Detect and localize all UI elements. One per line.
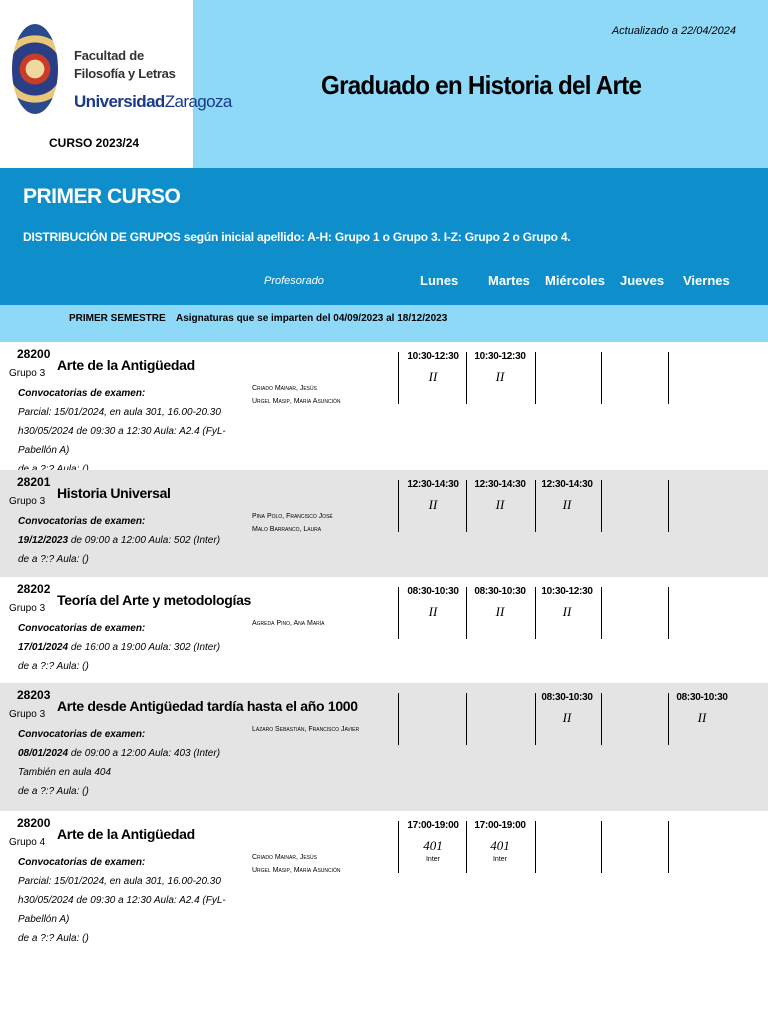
course-row: [0, 342, 768, 470]
course-code: 28201: [17, 475, 51, 489]
day-divider: [601, 587, 602, 639]
day-divider: [535, 480, 536, 532]
slot-time: 10:30-12:30: [474, 351, 526, 362]
exam-details: de 09:00 a 12:00 Aula: 403 (Inter) También en aula 404: [18, 748, 221, 778]
day-divider: [601, 821, 602, 873]
course-group: Grupo 3: [9, 368, 46, 379]
course-name: Arte de la Antigüedad: [57, 826, 195, 842]
slot-time: 10:30-12:30: [541, 586, 593, 597]
exam-extra: de a ?:? Aula: (): [18, 661, 89, 672]
slot-room: II: [495, 369, 505, 384]
exam-date: 19/12/2023: [18, 535, 69, 546]
schedule-slot: [537, 479, 597, 513]
exam-label: Convocatorias de examen:: [18, 857, 146, 868]
university-seal-icon: [12, 24, 58, 114]
day-divider: [466, 352, 467, 404]
exam-info: [18, 512, 250, 569]
day-divider: [535, 587, 536, 639]
slot-room: II: [495, 497, 505, 512]
course-group: Grupo 3: [9, 496, 46, 507]
professor-name: Criado Mainar, Jesús: [252, 854, 317, 861]
exam-label: Convocatorias de examen:: [18, 516, 146, 527]
slot-time: 08:30-10:30: [541, 692, 593, 703]
course-name: Historia Universal: [57, 485, 171, 501]
professor-name: Pina Polo, Francisco José: [252, 513, 333, 520]
course-name: Teoría del Arte y metodologías: [57, 592, 252, 608]
slot-building: Inter: [425, 856, 440, 863]
day-divider: [668, 587, 669, 639]
column-header-martes: Martes: [488, 273, 530, 288]
exam-details: de 16:00 a 19:00 Aula: 302 (Inter): [68, 642, 221, 653]
course-row: [0, 683, 768, 811]
slot-room: II: [562, 710, 572, 725]
day-divider: [535, 821, 536, 873]
slot-building: Inter: [492, 856, 507, 863]
day-divider: [466, 821, 467, 873]
professor-name: Urgel Masip, María Asunción: [252, 867, 341, 874]
schedule-slot: [470, 586, 530, 620]
schedule-slot: [403, 586, 463, 620]
day-divider: [466, 693, 467, 745]
exam-extra: de a ?:? Aula: (): [18, 786, 89, 797]
university-word: Universidad: [74, 92, 165, 111]
professor-list: [252, 510, 333, 536]
day-divider: [601, 480, 602, 532]
faculty-line2: Filosofía y Letras: [74, 66, 176, 81]
slot-room: II: [562, 497, 572, 512]
course-code: 28202: [17, 582, 51, 596]
course-code: 28200: [17, 816, 51, 830]
university-name: [74, 92, 232, 112]
course-group: Grupo 4: [9, 837, 46, 848]
slot-room: II: [428, 369, 438, 384]
slot-room: II: [428, 497, 438, 512]
page-title: Graduado en Historia del Arte: [321, 70, 642, 100]
professor-list: [252, 723, 359, 736]
day-divider: [601, 352, 602, 404]
day-divider: [668, 352, 669, 404]
band-title: PRIMER CURSO: [23, 185, 181, 208]
day-divider: [535, 693, 536, 745]
day-divider: [466, 587, 467, 639]
exam-details: de 09:00 a 12:00 Aula: 502 (Inter): [68, 535, 221, 546]
slot-time: 08:30-10:30: [676, 692, 728, 703]
course-row: [0, 811, 768, 944]
exam-date: 17/01/2024: [18, 642, 69, 653]
exam-label: Convocatorias de examen:: [18, 729, 146, 740]
day-divider: [668, 821, 669, 873]
column-header-lunes: Lunes: [420, 273, 459, 288]
professor-list: [252, 851, 341, 877]
course-row: [0, 470, 768, 577]
slot-room: II: [428, 604, 438, 619]
exam-info: [18, 619, 250, 676]
slot-time: 17:00-19:00: [474, 820, 526, 831]
course-name: Arte desde Antigüedad tardía hasta el año 1000: [57, 698, 358, 714]
semester-label: PRIMER SEMESTRE: [69, 313, 166, 324]
slot-room: II: [495, 604, 505, 619]
slot-time: 12:30-14:30: [407, 479, 459, 490]
schedule-slot: [470, 820, 530, 863]
exam-info: [18, 384, 250, 479]
professor-name: Agreda Pino, Ana María: [252, 620, 325, 627]
professor-list: [252, 382, 341, 408]
day-divider: [466, 480, 467, 532]
course-year: CURSO 2023/24: [49, 136, 140, 150]
updated-date: Actualizado a 22/04/2024: [611, 25, 736, 37]
day-divider: [668, 693, 669, 745]
slot-time: 10:30-12:30: [407, 351, 459, 362]
schedule-slot: [537, 586, 597, 620]
day-divider: [398, 352, 399, 404]
day-divider: [398, 821, 399, 873]
exam-details: Parcial: 15/01/2024, en aula 301, 16.00-20.30 h30/05/2024 de 09:30 a 12:30 Aula: A2.4 (FyL-Pabellón A): [18, 407, 226, 456]
column-header-profesorado: Profesorado: [264, 275, 324, 287]
schedule-slot: [403, 351, 463, 385]
course-row: [0, 577, 768, 683]
course-code: 28200: [17, 347, 51, 361]
slot-room: II: [562, 604, 572, 619]
day-divider: [398, 693, 399, 745]
group-distribution-note: DISTRIBUCIÓN DE GRUPOS según inicial apellido: A-H: Grupo 1 o Grupo 3. I-Z: Grupo 2 o Grupo 4.: [23, 230, 571, 244]
exam-extra: de a ?:? Aula: (): [18, 554, 89, 565]
day-divider: [398, 480, 399, 532]
professor-name: Urgel Masip, María Asunción: [252, 398, 341, 405]
exam-date: 08/01/2024: [18, 748, 69, 759]
exam-label: Convocatorias de examen:: [18, 388, 146, 399]
semester-range: Asignaturas que se imparten del 04/09/2023 al 18/12/2023: [176, 313, 448, 324]
professor-name: Lázaro Sebastián, Francisco Javier: [252, 726, 360, 733]
slot-room: 401: [490, 838, 510, 853]
schedule-slot: [403, 820, 463, 863]
schedule-slot: [470, 479, 530, 513]
slot-room: II: [697, 710, 707, 725]
course-group: Grupo 3: [9, 603, 46, 614]
schedule-slot: [537, 692, 597, 726]
course-code: 28203: [17, 688, 51, 702]
course-name: Arte de la Antigüedad: [57, 357, 195, 373]
slot-time: 12:30-14:30: [474, 479, 526, 490]
day-divider: [601, 693, 602, 745]
exam-info: [18, 853, 250, 948]
day-divider: [535, 352, 536, 404]
exam-details: Parcial: 15/01/2024, en aula 301, 16.00-20.30 h30/05/2024 de 09:30 a 12:30 Aula: A2.4 (FyL-Pabellón A): [18, 876, 226, 925]
slot-time: 08:30-10:30: [474, 586, 526, 597]
schedule-slot: [672, 692, 732, 726]
faculty-logo: [0, 0, 232, 168]
exam-extra: de a ?:? Aula: (): [18, 933, 89, 944]
exam-label: Convocatorias de examen:: [18, 623, 146, 634]
column-header-miercoles: Miércoles: [545, 273, 605, 288]
professor-list: [252, 617, 325, 630]
slot-time: 12:30-14:30: [541, 479, 593, 490]
schedule-slot: [470, 351, 530, 385]
column-header-viernes: Viernes: [683, 273, 730, 288]
slot-room: 401: [423, 838, 443, 853]
column-header-jueves: Jueves: [620, 273, 665, 288]
slot-time: 17:00-19:00: [407, 820, 459, 831]
exam-info: [18, 725, 250, 801]
day-divider: [398, 587, 399, 639]
professor-name: Criado Mainar, Jesús: [252, 385, 317, 392]
course-group: Grupo 3: [9, 709, 46, 720]
faculty-line1: Facultad de: [74, 48, 145, 63]
professor-name: Malo Barranco, Laura: [252, 526, 322, 533]
slot-time: 08:30-10:30: [407, 586, 459, 597]
schedule-slot: [403, 479, 463, 513]
day-divider: [668, 480, 669, 532]
university-city: Zaragoza: [164, 92, 232, 111]
